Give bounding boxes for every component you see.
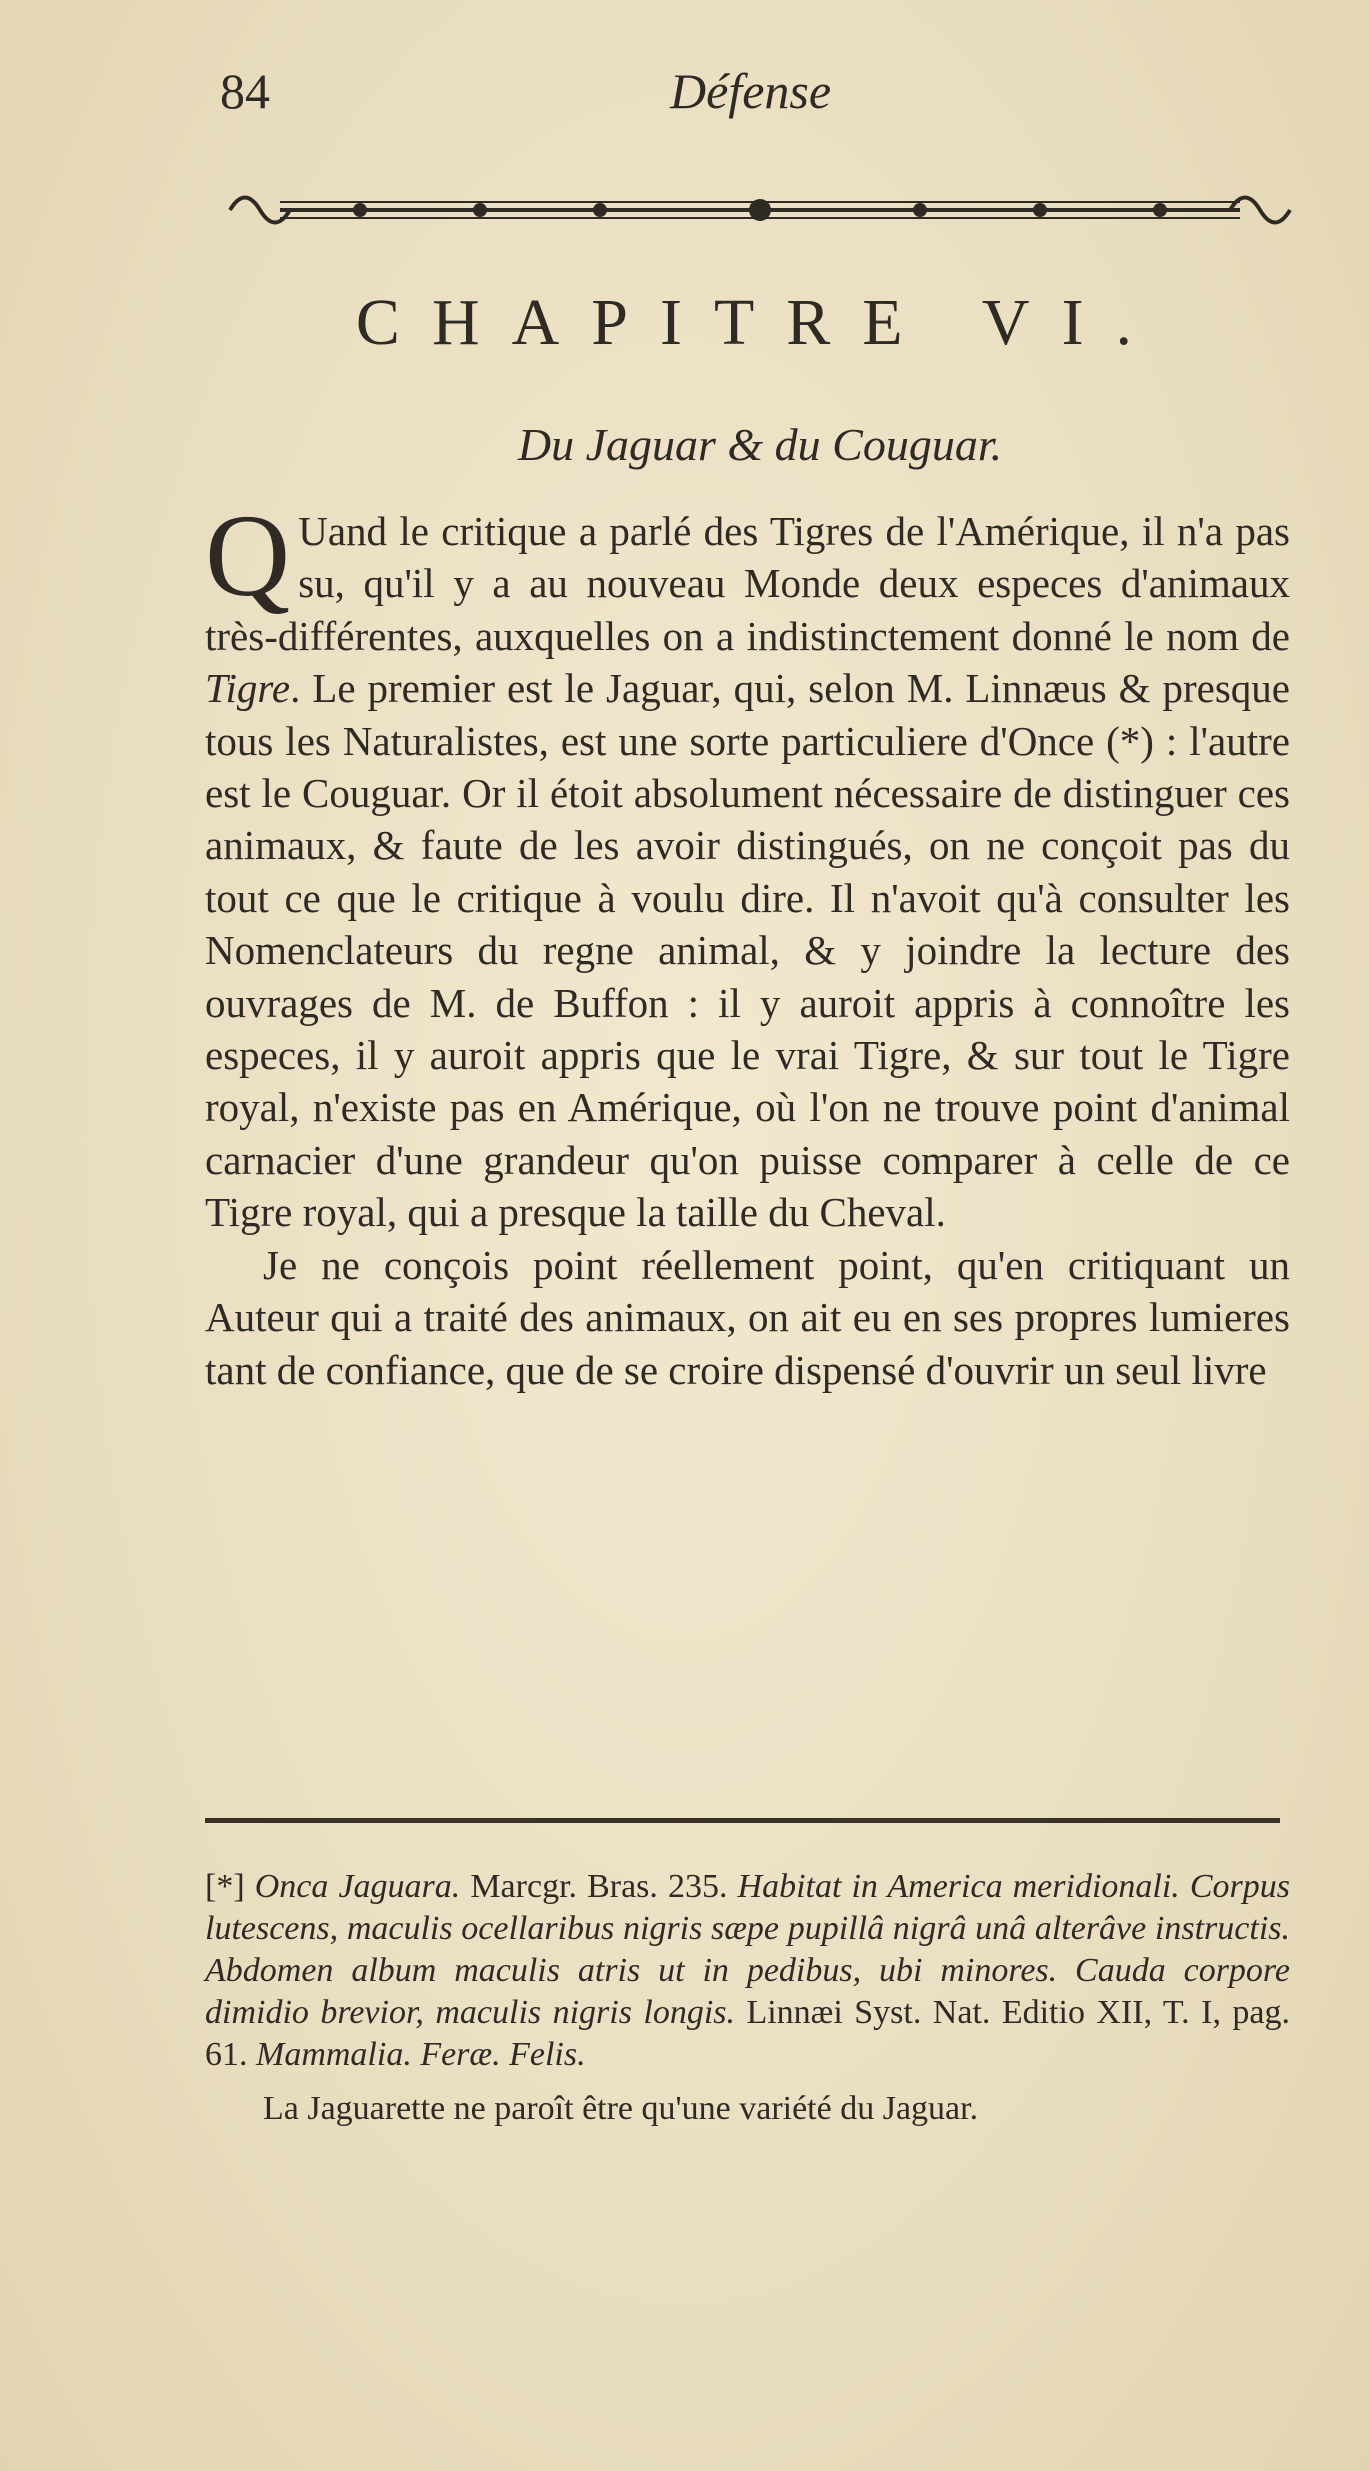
footnote-1-italic-c: Mammalia. Feræ. Felis. (256, 2036, 586, 2073)
paragraph-2: Je ne conçois point réellement point, qu'en critiquant un Auteur qui a traité des animaux, on ait eu en ses propres lumieres tant de confiance, que de se croire dispensé d'ouvrir un seul livre (205, 1241, 1290, 1393)
paragraph-1-part-a: Uand le critique a parlé des Tigres de l'Amérique, il n'a pas su, qu'il y a au nouveau Monde deux especes d'animaux très-différentes, auxquelles on a indistinctement donné le nom de (205, 508, 1290, 659)
footnote-1 (205, 1866, 1290, 2076)
running-head: Défense (670, 63, 832, 119)
page-header (220, 62, 1300, 132)
chapter-subtitle: Du Jaguar & du Couguar. (517, 419, 1003, 470)
drop-cap: Q (205, 490, 291, 621)
page-number: 84 (220, 63, 270, 119)
footnote-1-italic-b: Habitat in America meridionali. Corpus lutescens, maculis ocellaribus nigris sæpe pupillâ nigrâ unâ alterâve instructis. Abdomen album maculis atris ut in pedibus, ubi minores. Cauda corpore dimidio brevior, maculis nigris longis. (205, 1868, 1290, 2031)
paragraph-1 (205, 490, 1290, 1239)
footnote-mark: [*] (205, 1868, 245, 1905)
ornament-band-icon (220, 180, 1300, 240)
footnote-1-roman-b: Linnæi Syst. Nat. Editio XII, T. I, pag. 61. (205, 1994, 1290, 2073)
footnotes (205, 1866, 1290, 2130)
footnote-2: La Jaguarette ne paroît être qu'une variété du Jaguar. (263, 2090, 979, 2127)
paragraph-1-part-b: . Le premier est le Jaguar, qui, selon M. Linnæus & presque tous les Naturalistes, est une sorte particuliere d'Once (*) : l'autre est le Couguar. Or il étoit absolument nécessaire de distinguer ces animaux, & faute de les avoir distingués, on ne conçoit pas du tout ce que le critique à voulu dire. Il n'avoit qu'à consulter les Nomenclateurs du regne animal, & y joindre la lecture des ouvrages de M. de Buffon : il y auroit appris à connoître les especes, il y auroit appris que le vrai Tigre, & sur tout le Tigre royal, n'existe pas en Amérique, où l'on ne trouve point d'animal carnacier d'une grandeur qu'on puisse comparer à celle de ce Tigre royal, qui a presque la taille du Cheval. (205, 665, 1290, 1236)
paragraph-1-tigre: Tigre (205, 665, 291, 712)
footnote-rule (205, 1818, 1280, 1823)
footnote-1-roman-a: Marcgr. Bras. 235. (460, 1868, 738, 1905)
chapter-title: CHAPITRE VI. (355, 286, 1165, 359)
main-text (205, 490, 1290, 1396)
footnote-1-italic-a: Onca Jaguara. (254, 1868, 461, 1905)
